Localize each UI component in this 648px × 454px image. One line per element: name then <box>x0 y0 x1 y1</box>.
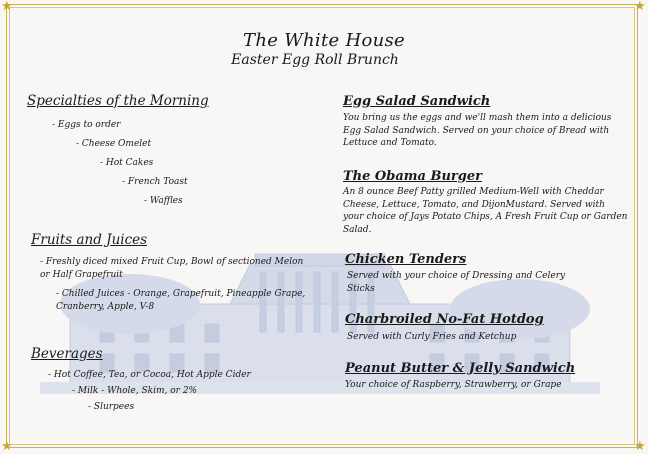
egg-salad-desc: You bring us the eggs and we'll mash them into a delicious Egg Salad Sandwich. Served on your choice of Bread with Lettuce and Tomato. <box>343 113 612 148</box>
heading-chicken-tenders: Chicken Tenders <box>345 252 467 267</box>
star-icon: ★ <box>1 0 13 14</box>
page-title: The White House <box>243 30 405 51</box>
hotdog-desc: Served with Curly Fries and Ketchup <box>347 332 517 342</box>
juices-item: - Chilled Juices - Orange, Grapefruit, Pineapple Grape, Cranberry, Apple, V-8 <box>56 289 306 312</box>
heading-fruits: Fruits and Juices <box>31 232 148 248</box>
list-item: - Milk - Whole, Skim, or 2% <box>72 386 198 396</box>
list-item: - Eggs to order <box>52 120 121 130</box>
tenders-desc: Served with your choice of Dressing and Celery Sticks <box>347 271 566 294</box>
list-item: - French Toast <box>122 177 188 187</box>
list-item: - Hot Cakes <box>100 158 154 168</box>
heading-pbj: Peanut Butter & Jelly Sandwich <box>345 361 576 376</box>
list-item: - Cheese Omelet <box>76 139 152 149</box>
list-item: - Slurpees <box>88 402 135 412</box>
list-item: - Waffles <box>144 196 183 206</box>
page-subtitle: Easter Egg Roll Brunch <box>231 52 399 68</box>
star-icon: ★ <box>634 0 646 14</box>
heading-egg-salad: Egg Salad Sandwich <box>343 94 491 109</box>
star-icon: ★ <box>1 439 13 454</box>
pbj-desc: Your choice of Raspberry, Strawberry, or Grape <box>345 380 562 390</box>
fruit-cup-item: - Freshly diced mixed Fruit Cup, Bowl of sectioned Melon or Half Grapefruit <box>40 257 304 280</box>
heading-hotdog: Charbroiled No-Fat Hotdog <box>345 312 544 327</box>
star-icon: ★ <box>634 439 646 454</box>
heading-obama-burger: The Obama Burger <box>343 169 482 184</box>
heading-specialties: Specialties of the Morning <box>27 93 209 109</box>
list-item: - Hot Coffee, Tea, or Cocoa, Hot Apple Cider <box>48 370 251 380</box>
heading-beverages: Beverages <box>31 346 103 362</box>
burger-desc: An 8 ounce Beef Patty grilled Medium-Well with Cheddar Cheese, Lettuce, Tomato, and DijonMustard. Served with your choice of Jays Potato Chips, A Fresh Fruit Cup or Garden Salad. <box>343 187 628 235</box>
